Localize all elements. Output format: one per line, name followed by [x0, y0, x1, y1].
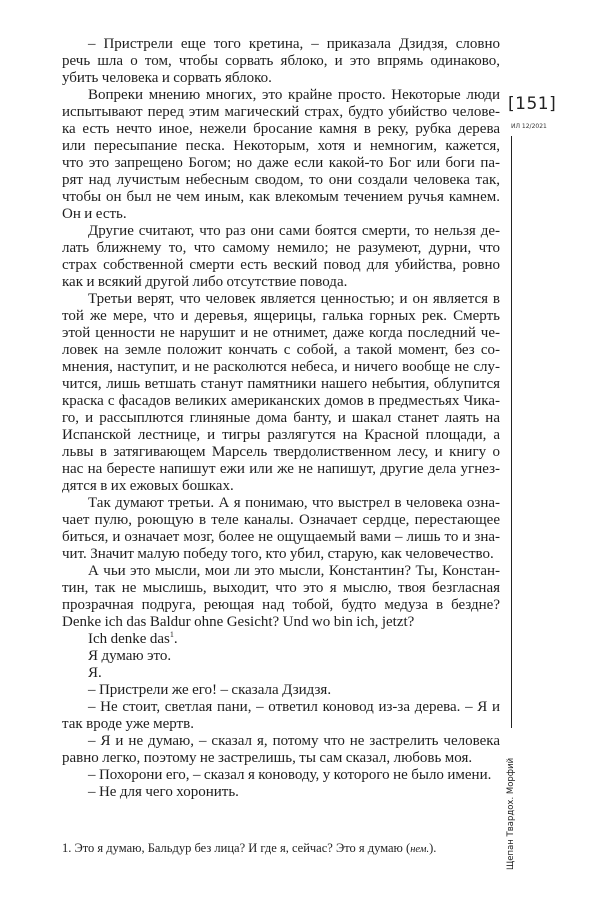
- paragraph: [62, 223, 500, 291]
- line-text: ловек на земле положит кончать с собой, а такой момент, без со-: [62, 342, 500, 358]
- line-text: убить человека и сорвать яблоко.: [62, 70, 272, 86]
- line-text: страх собственной смерти есть веский повод для убийства, ровно: [62, 257, 500, 273]
- paragraph: [62, 87, 500, 223]
- line-text: биться, и означает мозг, более не ощущаемый вами – лишь то и зна-: [62, 529, 500, 545]
- line-text: чает пулю, роющую в теле каналы. Означает сердце, перестающее: [62, 512, 500, 528]
- text-line: [62, 699, 500, 716]
- text-line: [62, 36, 500, 53]
- line-text: А чьи это мысли, мои ли это мысли, Константин? Ты, Констан-: [88, 563, 500, 579]
- line-text: чится, лишь ветшать станут памятники нашего небытия, облупится: [62, 376, 500, 392]
- text-line: [62, 121, 500, 138]
- paragraph: [62, 665, 500, 682]
- line-text: Я.: [88, 665, 102, 681]
- line-text: Испанской лестнице, и тигры разлягутся на Красной площади, а: [62, 427, 500, 443]
- text-line: [62, 750, 500, 767]
- margin-rule: [511, 136, 512, 728]
- text-line: [62, 257, 500, 274]
- text-line: [62, 478, 500, 495]
- line-text: испытывают перед этим магический страх, будто убийство челове-: [62, 104, 500, 120]
- line-text: тин, так не мыслишь, выходит, что это я мыслю, твоя безгласная: [62, 580, 500, 596]
- line-text: речь шла о том, чтобы сорвать яблоко, и это впрямь одинаково,: [62, 53, 500, 69]
- line-text: дятся в их ежовых бошках.: [62, 478, 234, 494]
- text-line: Ich denke das$^1$.: [88, 630, 178, 647]
- text-line: [62, 716, 500, 733]
- text-line: [62, 682, 500, 699]
- text-line: [62, 444, 500, 461]
- paragraph: [62, 733, 500, 767]
- paragraph: [62, 648, 500, 665]
- text-line: [62, 189, 500, 206]
- line-text: краска с фасадов великих американских домов в предместьях Чика-: [62, 393, 500, 409]
- line-text: – Похорони его, – сказал я коноводу, у которого не было имени.: [88, 767, 492, 783]
- text-line: [62, 155, 500, 172]
- text-line: [62, 410, 500, 427]
- text-line: [62, 665, 500, 682]
- text-line: [62, 512, 500, 529]
- line-text: Ich denke das: [88, 631, 170, 647]
- text-line: [62, 461, 500, 478]
- text-line: [62, 308, 500, 325]
- text-line: [62, 342, 500, 359]
- line-text: – Пристрели же его! – сказала Дзидзя.: [88, 682, 332, 698]
- line-text: Другие считают, что раз они сами боятся смерти, то нельзя де-: [88, 223, 500, 239]
- text-line: [62, 172, 500, 189]
- line-text: мнения, наступит, и не расколются небеса, и ничего вообще не слу-: [62, 359, 500, 375]
- text-line: [62, 563, 500, 580]
- line-text: Я думаю это.: [88, 648, 172, 664]
- footnote-text: 1. Это я думаю, Бальдур без лица? И где я, сейчас? Это я думаю (: [62, 841, 411, 855]
- text-line: [62, 104, 500, 121]
- line-text: что это запрещено Богом; но даже если какой-то Бог или боги па-: [62, 155, 500, 171]
- text-line: [62, 393, 500, 410]
- text-line: [62, 206, 500, 223]
- line-text: рят над лучистым небесным сводом, то они создали человека так,: [62, 172, 500, 188]
- text-line: [62, 427, 500, 444]
- footnote: [62, 841, 436, 856]
- line-text: равно легко, поэтому не застрелишь, ты сам сказал, любовь моя.: [62, 750, 473, 766]
- line-text: Denke ich das Baldur ohne Gesicht? Und wo bin ich, jetzt?: [62, 614, 415, 630]
- line-text: прозрачная подруга, реющая над тобой, будто медуза в бездне?: [62, 597, 500, 613]
- line-text: так вроде уже мертв.: [62, 716, 194, 732]
- text-line: [62, 529, 500, 546]
- line-text: этой ценности не нарушит и не отнимет, даже когда последний че-: [62, 325, 500, 341]
- text-line: [62, 614, 500, 631]
- line-text: – Пристрели еще того кретина, – приказала Дзидзя, словно: [88, 36, 500, 52]
- footnote-marker[interactable]: 1: [169, 630, 174, 639]
- paragraph: [62, 767, 500, 784]
- body-text: [62, 36, 500, 801]
- text-line: [62, 546, 500, 563]
- text-line: [62, 291, 500, 308]
- line-text: той же мере, что и деревья, ящерицы, галька горных рек. Смерть: [62, 308, 500, 324]
- text-line: [62, 87, 500, 104]
- text-line: [62, 784, 500, 801]
- line-text: – Я и не думаю, – сказал я, потому что не застрелить человека: [88, 733, 500, 749]
- line-text: ка есть нечто иное, нежели бросание камня в реку, рубка дерева: [62, 121, 500, 137]
- text-line: [62, 733, 500, 750]
- paragraph: [62, 682, 500, 699]
- line-text: Так думают третьи. А я понимаю, что выстрел в человека озна-: [88, 495, 500, 511]
- issue-label: ИЛ 12/2021: [511, 123, 547, 130]
- line-text: – Не для чего хоронить.: [88, 784, 239, 800]
- line-text: Он и есть.: [62, 206, 127, 222]
- line-text: го, и рассыплются глиняные дома банту, и шакал станет лаять на: [62, 410, 500, 426]
- running-title: Щепан Твардох. Морфий: [506, 757, 516, 870]
- line-text: Вопреки мнению многих, это крайне просто. Некоторые люди: [88, 87, 500, 103]
- paragraph: [62, 36, 500, 87]
- line-text: или пересыпание песка. Некоторым, хотя и немногим, кажется,: [62, 138, 500, 154]
- paragraph: [62, 291, 500, 495]
- line-text: – Не стоит, светлая пани, – ответил коновод из-за дерева. – Я и: [88, 699, 500, 715]
- text-line: [62, 767, 500, 784]
- line-text: львы в затягивающем Марсель твердолиственном лесу, и книгу о: [62, 444, 500, 460]
- text-line: [62, 53, 500, 70]
- page-number: [151]: [508, 94, 557, 114]
- paragraph: [62, 631, 500, 648]
- text-line: [62, 70, 500, 87]
- text-line: [62, 359, 500, 376]
- line-text: нас на бересте напишут ежи или же не напишут, другие дела угнез-: [62, 461, 500, 477]
- paragraph: [62, 563, 500, 631]
- text-line: [62, 325, 500, 342]
- text-line: [62, 580, 500, 597]
- text-line: [62, 648, 500, 665]
- paragraph: [62, 699, 500, 733]
- paragraph: [62, 495, 500, 563]
- line-text: чтобы он был не чем иным, как влекомым течением ручья камнем.: [62, 189, 500, 205]
- text-line: [62, 138, 500, 155]
- footnote-end: ).: [429, 841, 437, 855]
- text-line: [62, 223, 500, 240]
- line-text: чит. Значит малую победу того, кто убил, старую, как человечество.: [62, 546, 494, 562]
- text-line: [62, 274, 500, 291]
- text-line: [62, 597, 500, 614]
- line-text: Третьи верят, что человек является ценностью; и он является в: [88, 291, 500, 307]
- text-line: [62, 495, 500, 512]
- line-text: лать ближнему то, что самому немило; не разумеют, дурни, что: [62, 240, 500, 256]
- text-line: [62, 376, 500, 393]
- paragraph: [62, 784, 500, 801]
- footnote-abbr: нем.: [410, 844, 430, 855]
- text-line: [62, 240, 500, 257]
- line-text: как и всякий другой либо отсутствие повода.: [62, 274, 348, 290]
